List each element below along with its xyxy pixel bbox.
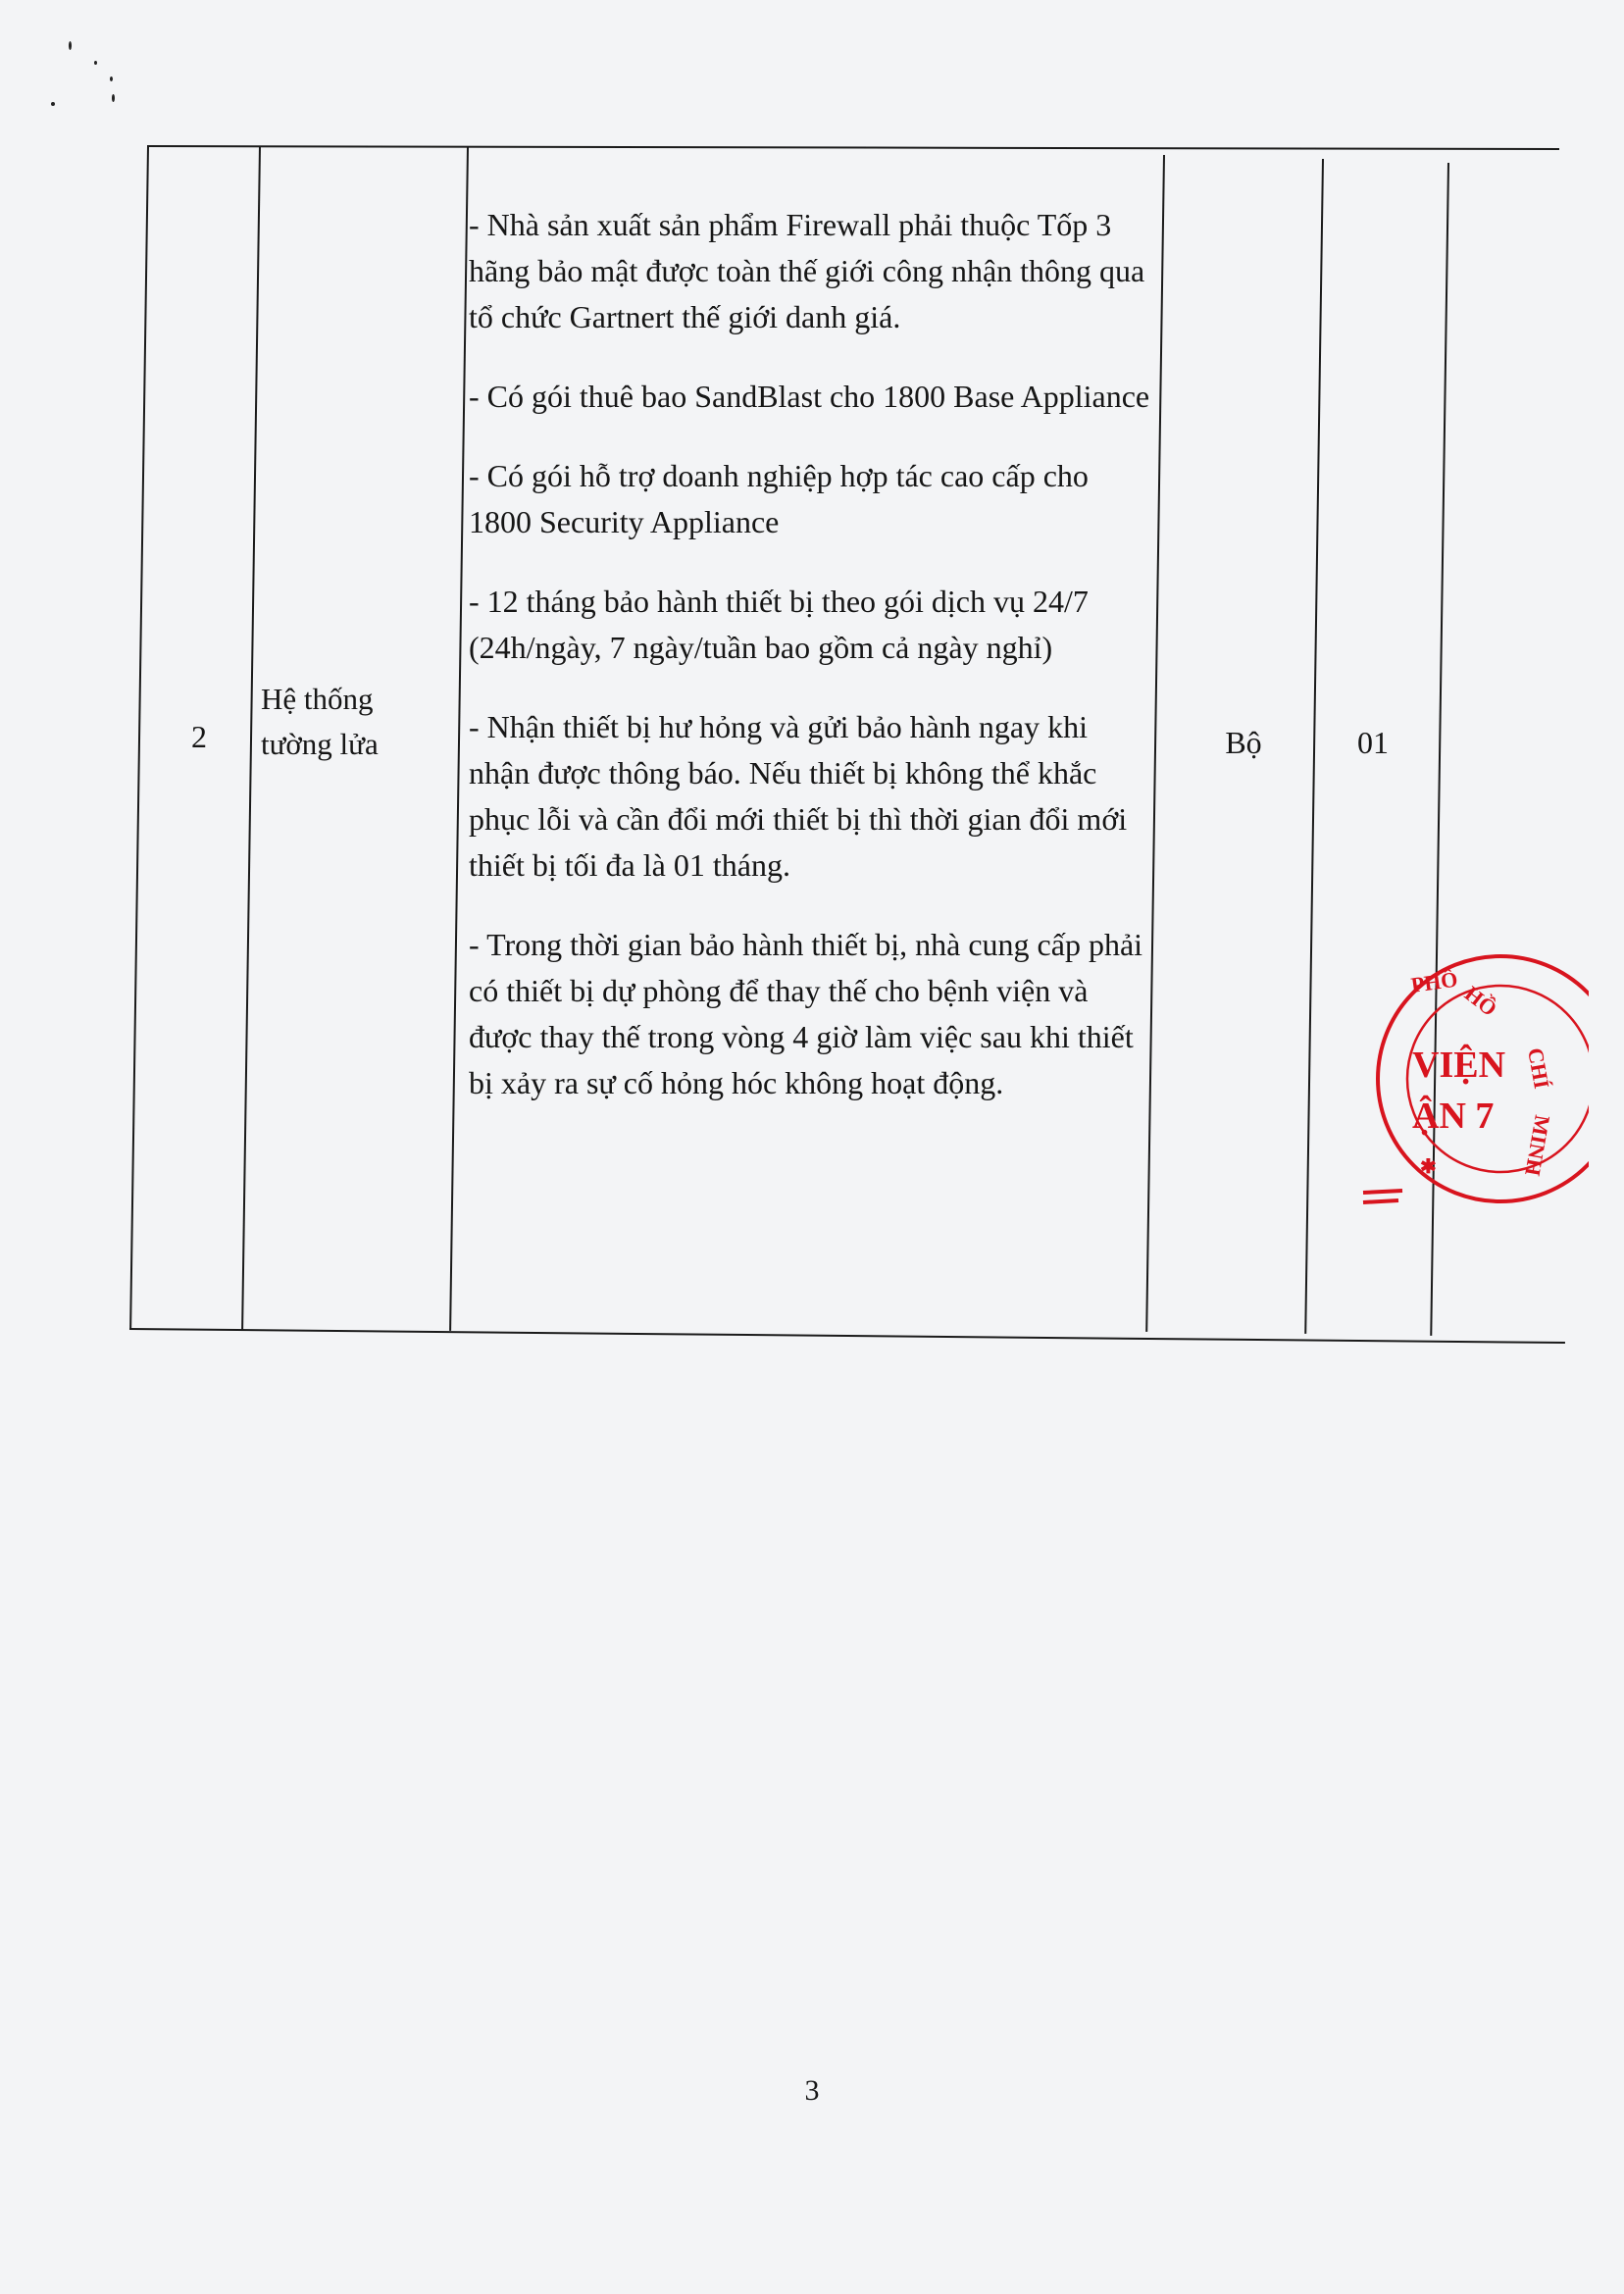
item-unit: Bộ [1225, 725, 1262, 760]
column-divider [449, 147, 469, 1331]
table-top-border [147, 145, 1559, 150]
scan-speck [110, 76, 113, 81]
row-index: 2 [191, 719, 207, 754]
scan-speck [112, 94, 115, 102]
svg-text:PHÔ: PHÔ [1409, 966, 1459, 997]
spec-paragraph: - Nhà sản xuất sản phẩm Firewall phải thuộc Tốp 3 hãng bảo mật được toàn thế giới công nhận thông qua tổ chức Gartnert thế giới danh giá. [469, 207, 1145, 334]
item-quantity: 01 [1357, 725, 1389, 760]
official-seal-icon [1353, 912, 1589, 1226]
scan-speck [94, 61, 97, 65]
svg-text:✱: ✱ [1420, 1156, 1437, 1178]
column-divider [241, 146, 261, 1330]
spec-paragraph: - 12 tháng bảo hành thiết bị theo gói dịch vụ 24/7 (24h/ngày, 7 ngày/tuần bao gồm cả ngày nghỉ) [469, 584, 1089, 665]
spec-paragraph: - Có gói hỗ trợ doanh nghiệp hợp tác cao cấp cho 1800 Security Appliance [469, 458, 1089, 539]
item-name-line: Hệ thống [261, 682, 374, 716]
page-number: 3 [804, 2074, 820, 2107]
item-name [261, 677, 428, 767]
svg-text:VIỆN: VIỆN [1412, 1045, 1506, 1086]
svg-text:CHÍ: CHÍ [1523, 1045, 1554, 1091]
scan-speck [69, 41, 72, 50]
spec-paragraph: - Trong thời gian bảo hành thiết bị, nhà cung cấp phải có thiết bị dự phòng để thay thế cho bệnh viện và được thay thế trong vòng 4 giờ làm việc sau khi thiết bị xảy ra sự cố hỏng hóc không hoạt động. [469, 927, 1143, 1100]
spec-paragraph: - Nhận thiết bị hư hỏng và gửi bảo hành ngay khi nhận được thông báo. Nếu thiết bị không thể khắc phục lỗi và cần đổi mới thiết bị thì thời gian đổi mới thiết bị tối đa là 01 tháng. [469, 709, 1128, 883]
item-name-line: tường lửa [261, 727, 379, 761]
table-bottom-border [129, 1328, 1565, 1344]
table-left-border [129, 146, 149, 1330]
spec-paragraph: - Có gói thuê bao SandBlast cho 1800 Base Appliance [469, 379, 1150, 414]
svg-text:HỒ: HỒ [1459, 981, 1502, 1022]
column-divider [1304, 159, 1324, 1334]
item-specifications [469, 202, 1155, 1140]
svg-text:ẬN 7: ẬN 7 [1412, 1096, 1495, 1137]
svg-text:MINH: MINH [1520, 1113, 1555, 1178]
scan-speck [51, 102, 55, 106]
